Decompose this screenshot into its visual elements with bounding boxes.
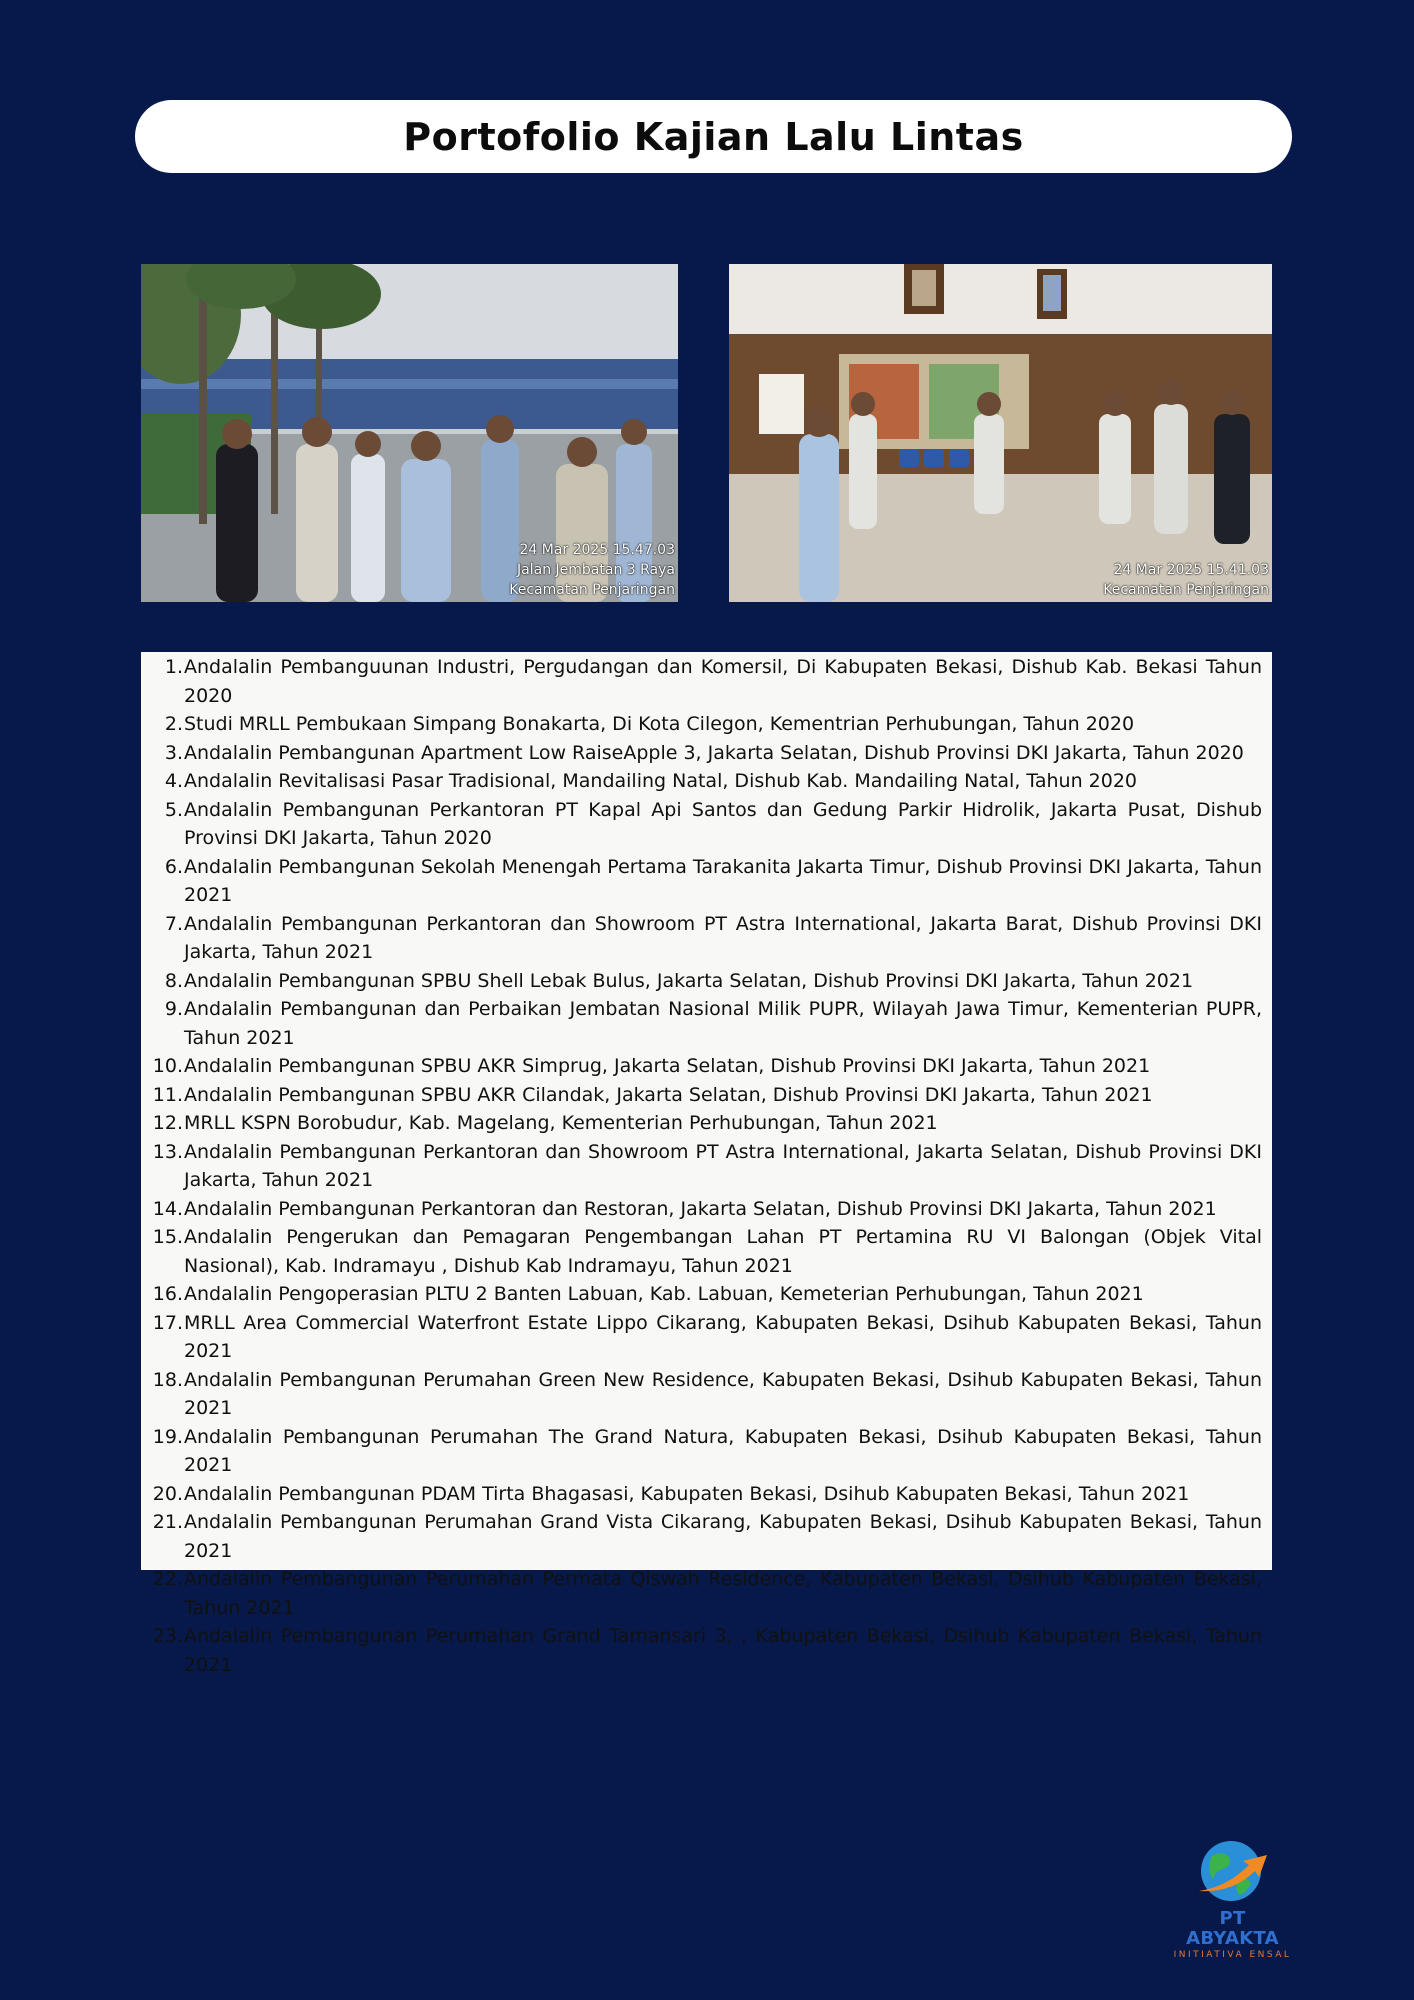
project-list — [141, 653, 1262, 1679]
project-number: 21. — [152, 1511, 183, 1533]
stamp-district: Kecamatan Penjaringan — [509, 582, 675, 598]
project-description: Andalalin Pembangunan Perumahan Grand Vista Cikarang, Kabupaten Bekasi, Dsihub Kabupaten Bekasi, Tahun 2021 — [184, 1511, 1262, 1562]
project-list-item — [141, 796, 1262, 853]
project-list-item — [141, 1508, 1262, 1565]
project-description: Andalalin Pembangunan SPBU AKR Simprug, Jakarta Selatan, Dishub Provinsi DKI Jakarta, Tahun 2021 — [184, 1055, 1151, 1077]
project-list-item — [141, 967, 1262, 996]
project-number: 7. — [164, 912, 183, 935]
project-number: 18. — [152, 1368, 183, 1391]
project-number: 4. — [164, 770, 183, 792]
project-list-item — [141, 1109, 1262, 1138]
project-list-item — [141, 739, 1262, 768]
project-number: 8. — [164, 969, 183, 992]
project-description: Andalalin Pembangunan Perkantoran dan Showroom PT Astra International, Jakarta Selatan, Dishub Provinsi DKI Jakarta, Tahun 2021 — [184, 1140, 1262, 1191]
project-number: 12. — [152, 1112, 183, 1134]
project-list-item — [141, 1366, 1262, 1423]
globe-arrow-icon — [1193, 1835, 1273, 1905]
project-description: Andalalin Pembangunan Sekolah Menengah Pertama Tarakanita Jakarta Timur, Dishub Provinsi DKI Jakarta, Tahun 2021 — [184, 855, 1262, 906]
project-number: 13. — [152, 1140, 183, 1163]
project-description: Andalalin Pembanguunan Industri, Pergudangan dan Komersil, Di Kabupaten Bekasi, Dishub Kab. Bekasi Tahun 2020 — [184, 656, 1262, 707]
project-list-item — [141, 653, 1262, 710]
project-list-item — [141, 1223, 1262, 1280]
project-description: Andalalin Pembangunan SPBU AKR Cilandak, Jakarta Selatan, Dishub Provinsi DKI Jakarta, Tahun 2021 — [184, 1083, 1153, 1106]
project-number: 3. — [164, 741, 183, 764]
indoor-photo-illustration — [729, 264, 1272, 602]
project-number: 10. — [152, 1055, 183, 1077]
project-list-item — [141, 853, 1262, 910]
project-list-item — [141, 1195, 1262, 1224]
project-number: 6. — [164, 855, 183, 878]
project-description: Andalalin Pembangunan Perumahan Green New Residence, Kabupaten Bekasi, Dsihub Kabupaten Bekasi, Tahun 2021 — [184, 1368, 1262, 1419]
project-list-item — [141, 910, 1262, 967]
project-number: 11. — [152, 1083, 183, 1106]
photo-timestamp-stamp — [509, 540, 675, 600]
title-banner — [135, 100, 1292, 173]
project-description: Andalalin Pembangunan SPBU Shell Lebak Bulus, Jakarta Selatan, Dishub Provinsi DKI Jakarta, Tahun 2021 — [184, 969, 1194, 992]
company-logo — [1170, 1835, 1295, 1961]
project-description: Andalalin Pembangunan Perkantoran dan Restoran, Jakarta Selatan, Dishub Provinsi DKI Jakarta, Tahun 2021 — [184, 1197, 1217, 1220]
photo-timestamp-stamp — [1103, 560, 1269, 600]
project-list-item — [141, 767, 1262, 796]
stamp-district: Kecamatan Penjaringan — [1103, 582, 1269, 598]
project-list-item — [141, 1138, 1262, 1195]
project-number: 15. — [152, 1226, 183, 1248]
project-description: Andalalin Pembangunan Perumahan Permata Qiswah Residence, Kabupaten Bekasi, Dsihub Kabupaten Bekasi, Tahun 2021 — [184, 1568, 1262, 1619]
stamp-datetime: 24 Mar 2025 15.47.03 — [519, 542, 675, 558]
project-description: Andalalin Pembangunan Perumahan Grand Tamansari 3, , Kabupaten Bekasi, Dsihub Kabupaten Bekasi, Tahun 2021 — [184, 1625, 1262, 1676]
site-visit-photo-outdoor — [141, 264, 678, 602]
project-number: 2. — [164, 713, 183, 735]
page-title: Portofolio Kajian Lalu Lintas — [403, 114, 1024, 159]
project-description: Studi MRLL Pembukaan Simpang Bonakarta, Di Kota Cilegon, Kementrian Perhubungan, Tahun 2020 — [184, 713, 1135, 735]
project-number: 17. — [152, 1311, 183, 1334]
project-number: 14. — [152, 1197, 183, 1220]
project-number: 23. — [152, 1625, 183, 1647]
project-number: 1. — [164, 656, 183, 678]
project-list-item — [141, 1423, 1262, 1480]
project-list-item — [141, 1052, 1262, 1081]
project-number: 19. — [152, 1425, 183, 1448]
project-description: MRLL KSPN Borobudur, Kab. Magelang, Kementerian Perhubungan, Tahun 2021 — [184, 1112, 938, 1134]
project-list-item — [141, 1309, 1262, 1366]
project-list-item — [141, 1565, 1262, 1622]
project-list-item — [141, 1480, 1262, 1509]
project-list-item — [141, 1081, 1262, 1110]
logo-company-name: PT ABYAKTA — [1186, 1908, 1279, 1949]
project-list-item — [141, 1280, 1262, 1309]
project-number: 20. — [152, 1482, 183, 1505]
site-visit-photo-indoor — [729, 264, 1272, 602]
project-description: Andalalin Pembangunan PDAM Tirta Bhagasasi, Kabupaten Bekasi, Dsihub Kabupaten Bekasi, Tahun 2021 — [184, 1482, 1190, 1505]
project-list-item — [141, 710, 1262, 739]
stamp-datetime: 24 Mar 2025 15.41.03 — [1113, 562, 1269, 578]
project-description: Andalalin Pengoperasian PLTU 2 Banten Labuan, Kab. Labuan, Kemeterian Perhubungan, Tahun 2021 — [184, 1283, 1144, 1305]
project-description: Andalalin Pembangunan Perkantoran PT Kapal Api Santos dan Gedung Parkir Hidrolik, Jakarta Pusat, Dishub Provinsi DKI Jakarta, Tahun 2020 — [184, 798, 1262, 849]
project-number: 9. — [164, 998, 183, 1020]
project-number: 16. — [152, 1283, 183, 1305]
stamp-street: Jalan Jembatan 3 Raya — [517, 562, 675, 578]
project-description: Andalalin Revitalisasi Pasar Tradisional, Mandailing Natal, Dishub Kab. Mandailing Natal, Tahun 2020 — [184, 770, 1138, 792]
project-description: MRLL Area Commercial Waterfront Estate Lippo Cikarang, Kabupaten Bekasi, Dsihub Kabupaten Bekasi, Tahun 2021 — [184, 1311, 1262, 1362]
project-description: Andalalin Pembangunan dan Perbaikan Jembatan Nasional Milik PUPR, Wilayah Jawa Timur, Kementerian PUPR, Tahun 2021 — [184, 998, 1262, 1049]
project-description: Andalalin Pembangunan Perumahan The Grand Natura, Kabupaten Bekasi, Dsihub Kabupaten Bekasi, Tahun 2021 — [184, 1425, 1262, 1476]
project-list-item — [141, 995, 1262, 1052]
project-list-item — [141, 1622, 1262, 1679]
project-list-panel — [141, 652, 1272, 1676]
project-description: Andalalin Pembangunan Apartment Low RaiseApple 3, Jakarta Selatan, Dishub Provinsi DKI Jakarta, Tahun 2020 — [184, 741, 1244, 764]
project-description: Andalalin Pengerukan dan Pemagaran Pengembangan Lahan PT Pertamina RU VI Balongan (Objek Vital Nasional), Kab. Indramayu , Dishub Kab Indramayu, Tahun 2021 — [184, 1226, 1262, 1277]
project-description: Andalalin Pembangunan Perkantoran dan Showroom PT Astra International, Jakarta Barat, Dishub Provinsi DKI Jakarta, Tahun 2021 — [184, 912, 1262, 963]
logo-tagline: INITIATIVA ENSAL — [1173, 1950, 1292, 1960]
project-number: 5. — [164, 798, 183, 821]
project-number: 22. — [152, 1568, 183, 1590]
